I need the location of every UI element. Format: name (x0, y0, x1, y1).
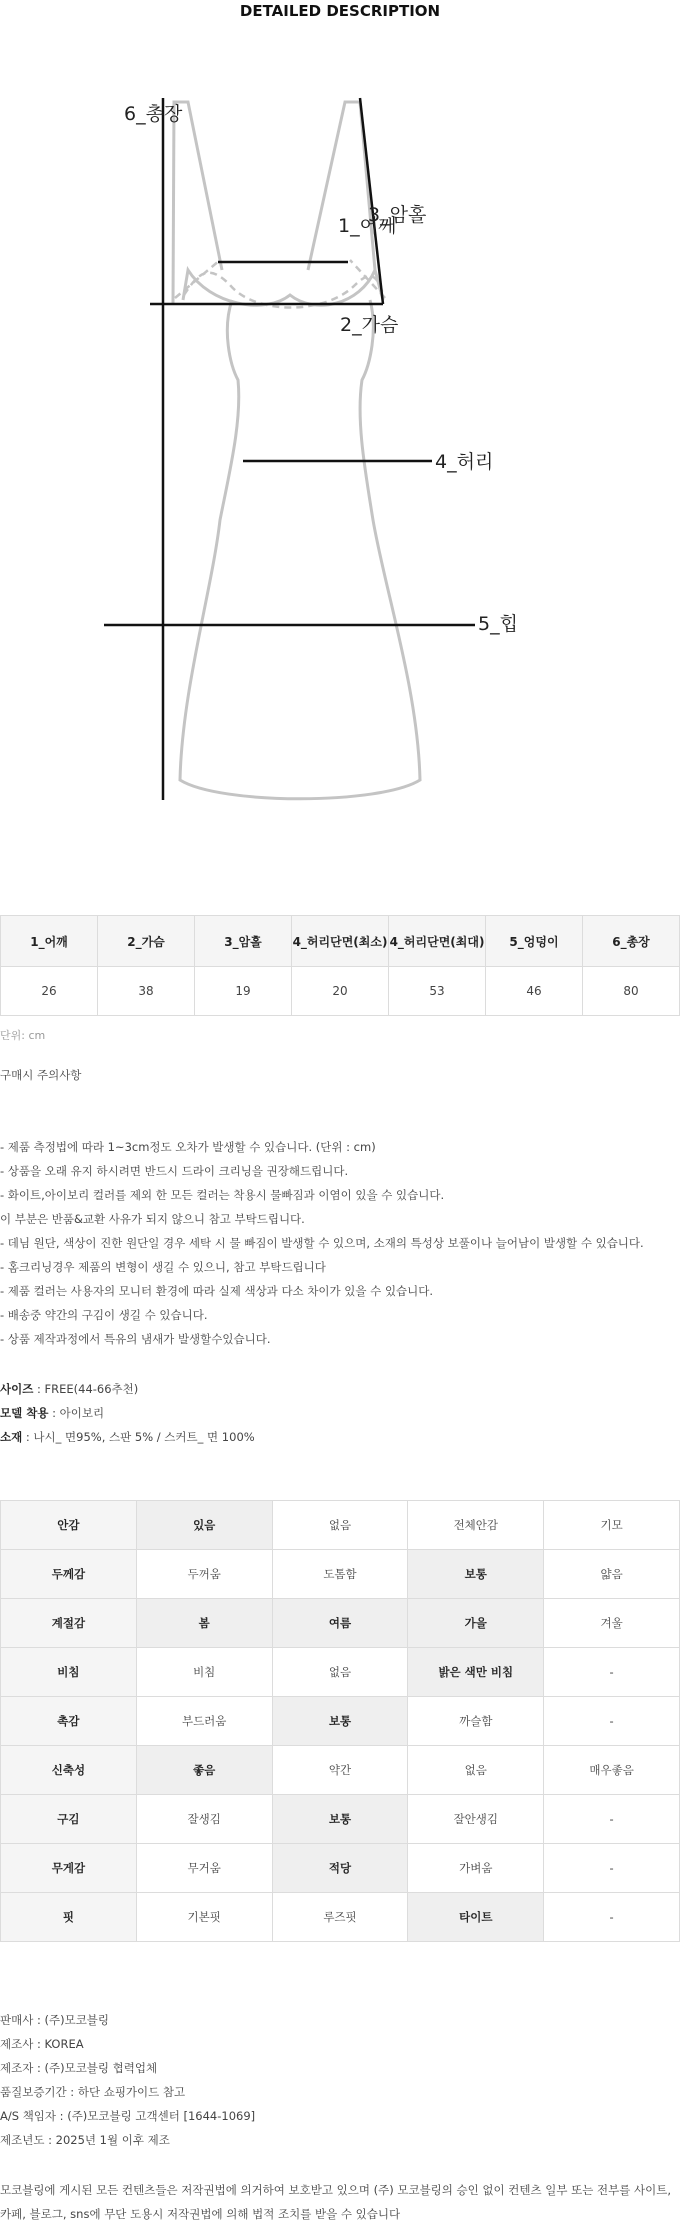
feel-row (1, 1599, 680, 1648)
note-line: - 배송중 약간의 구김이 생길 수 있습니다. (0, 1308, 208, 1322)
note-line: - 데님 원단, 색상이 진한 원단일 경우 세탁 시 물 빠짐이 발생할 수 있으며, 소재의 특성상 보풀이나 늘어남이 발생할 수 있습니다. (0, 1236, 644, 1250)
value-cell: 80 (583, 967, 680, 1016)
feel-option: - (544, 1795, 680, 1844)
copyright-line: 카페, 블로그, sns에 무단 도용시 저작권법에 의해 법적 조치를 받을 수 있습니다 (0, 2207, 401, 2221)
feel-row (1, 1844, 680, 1893)
feel-option: - (544, 1648, 680, 1697)
measurement-header-row (1, 916, 680, 967)
feel-row-name: 계절감 (1, 1599, 137, 1648)
seller-line: 제조년도 : 2025년 1월 이후 제조 (0, 2133, 170, 2147)
dress-outline (180, 300, 420, 799)
note-line: - 홈크리닝경우 제품의 변형이 생길 수 있으니, 참고 부탁드립니다 (0, 1260, 326, 1274)
label-length: 6_총장 (124, 103, 183, 125)
label-waist: 4_허리 (435, 451, 494, 473)
product-spec (0, 1377, 255, 1449)
header-cell: 6_총장 (583, 916, 680, 967)
page-title: DETAILED DESCRIPTION (239, 2, 441, 20)
feel-row (1, 1795, 680, 1844)
feel-option: - (544, 1893, 680, 1942)
note-line: - 화이트,아이보리 컬러를 제외 한 모든 컬러는 착용시 물빠짐과 이염이 있을 수 있습니다. (0, 1188, 445, 1202)
note-line: - 제품 컬러는 사용자의 모니터 환경에 따라 실제 색상과 다소 차이가 있을 수 있습니다. (0, 1284, 434, 1298)
feel-row-name: 비침 (1, 1648, 137, 1697)
feel-option: 잘안생김 (408, 1795, 544, 1844)
feel-row-name: 무게감 (1, 1844, 137, 1893)
label-hip: 5_힙 (478, 613, 518, 635)
neckline-dashed (184, 273, 383, 308)
feel-option: 없음 (408, 1746, 544, 1795)
spec-size-value: : FREE(44-66추천) (33, 1382, 139, 1396)
feel-row (1, 1697, 680, 1746)
feel-option: 좋음 (136, 1746, 272, 1795)
value-cell: 46 (486, 967, 583, 1016)
feel-option: 타이트 (408, 1893, 544, 1942)
feel-option: 보통 (408, 1550, 544, 1599)
feel-row (1, 1501, 680, 1550)
spec-material-value: : 나시_ 면95%, 스판 5% / 스커트_ 면 100% (22, 1430, 255, 1444)
feel-row-name: 구김 (1, 1795, 137, 1844)
feel-option: 적당 (272, 1844, 408, 1893)
feel-option: 무거움 (136, 1844, 272, 1893)
feel-row (1, 1893, 680, 1942)
feel-option: 있음 (136, 1501, 272, 1550)
spec-material (0, 1425, 255, 1449)
seller-line: 품질보증기간 : 하단 쇼핑가이드 참고 (0, 2085, 186, 2099)
label-chest: 2_가슴 (340, 314, 399, 336)
label-armhole: 3_암홀 (368, 204, 427, 226)
label-shoulder: 1_어깨 (338, 215, 397, 237)
feel-option: 여름 (272, 1599, 408, 1648)
note-line: - 제품 측정법에 따라 1~3cm정도 오차가 발생할 수 있습니다. (단위 : cm) (0, 1140, 376, 1154)
fabric-feel-table (0, 1500, 680, 1942)
feel-option: 약간 (272, 1746, 408, 1795)
value-cell: 26 (1, 967, 98, 1016)
feel-row (1, 1746, 680, 1795)
feel-option: - (544, 1844, 680, 1893)
feel-row (1, 1648, 680, 1697)
note-line: - 상품을 오래 유지 하시려면 반드시 드라이 크리닝을 권장해드립니다. (0, 1164, 349, 1178)
feel-option: 까슬함 (408, 1697, 544, 1746)
feel-option: 얇음 (544, 1550, 680, 1599)
feel-option: 루즈핏 (272, 1893, 408, 1942)
feel-option: - (544, 1697, 680, 1746)
measurement-table (0, 915, 680, 1016)
spec-model-value: : 아이보리 (48, 1406, 105, 1420)
spec-size-label: 사이즈 (0, 1382, 34, 1396)
seller-line: 제조사 : KOREA (0, 2037, 84, 2051)
value-cell: 20 (292, 967, 389, 1016)
feel-option: 보통 (272, 1795, 408, 1844)
measurement-value-row (1, 967, 680, 1016)
feel-option: 보통 (272, 1697, 408, 1746)
feel-row-name: 핏 (1, 1893, 137, 1942)
feel-option: 두꺼움 (136, 1550, 272, 1599)
feel-option: 도톰함 (272, 1550, 408, 1599)
purchase-notes (0, 1063, 644, 1351)
seller-line: 판매사 : (주)모코블링 (0, 2013, 110, 2027)
spec-model (0, 1401, 255, 1425)
header-cell: 4_허리단면(최대) (389, 916, 486, 967)
feel-option: 가을 (408, 1599, 544, 1648)
feel-option: 없음 (272, 1501, 408, 1550)
seller-line: A/S 책임자 : (주)모코블링 고객센터 [1644-1069] (0, 2109, 256, 2123)
feel-option: 매우좋음 (544, 1746, 680, 1795)
header-cell: 4_허리단면(최소) (292, 916, 389, 967)
header-cell: 3_암홀 (195, 916, 292, 967)
note-line: - 상품 제작과정에서 특유의 냄새가 발생할수있습니다. (0, 1332, 271, 1346)
seller-info (0, 2008, 255, 2152)
feel-row (1, 1550, 680, 1599)
feel-option: 전체안감 (408, 1501, 544, 1550)
copyright-line: 모코블링에 게시된 모든 컨텐츠들은 저작권법에 의거하여 보호받고 있으며 (주) 모코블링의 승인 없이 컨텐츠 일부 또는 전부를 사이트, (0, 2183, 671, 2197)
notes-heading: 구매시 주의사항 (0, 1068, 82, 1082)
spec-size (0, 1377, 255, 1401)
garment-diagram (124, 90, 550, 810)
header-cell: 2_가슴 (98, 916, 195, 967)
feel-option: 기본핏 (136, 1893, 272, 1942)
spec-material-label: 소재 (0, 1430, 23, 1444)
feel-row-name: 안감 (1, 1501, 137, 1550)
armhole-line (360, 98, 383, 304)
header-cell: 5_엉덩이 (486, 916, 583, 967)
feel-option: 비침 (136, 1648, 272, 1697)
feel-option: 겨울 (544, 1599, 680, 1648)
feel-option: 가벼움 (408, 1844, 544, 1893)
note-line: 이 부분은 반품&교환 사유가 되지 않으니 참고 부탁드립니다. (0, 1212, 305, 1226)
feel-option: 봄 (136, 1599, 272, 1648)
feel-row-name: 두께감 (1, 1550, 137, 1599)
feel-option: 부드러움 (136, 1697, 272, 1746)
feel-row-name: 신축성 (1, 1746, 137, 1795)
spec-model-label: 모델 착용 (0, 1406, 49, 1420)
feel-option: 잘생김 (136, 1795, 272, 1844)
header-cell: 1_어깨 (1, 916, 98, 967)
value-cell: 53 (389, 967, 486, 1016)
value-cell: 38 (98, 967, 195, 1016)
value-cell: 19 (195, 967, 292, 1016)
feel-option: 밝은 색만 비침 (408, 1648, 544, 1697)
feel-option: 없음 (272, 1648, 408, 1697)
unit-note: 단위: cm (0, 1029, 46, 1042)
copyright-notice (0, 2178, 680, 2226)
feel-row-name: 촉감 (1, 1697, 137, 1746)
feel-option: 기모 (544, 1501, 680, 1550)
seller-line: 제조자 : (주)모코블링 협력업체 (0, 2061, 158, 2075)
